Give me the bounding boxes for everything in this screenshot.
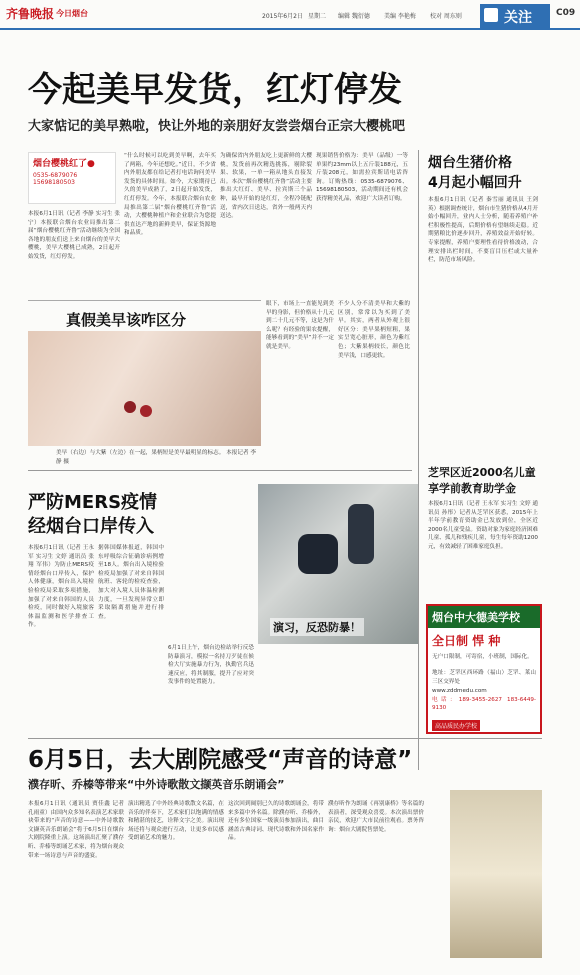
pork-title-2: 4月起小幅回升 — [428, 175, 522, 191]
bottom-subheadline: 濮存昕、乔榛等带来“中外诗歌散文撷英音乐朗诵会” — [28, 778, 285, 791]
police-figure-icon — [348, 504, 374, 564]
cherry-photo — [28, 331, 261, 446]
school-ad-url: www.zddmedu.com — [432, 688, 487, 694]
school-ad-phone: 电话：189-3455-2627 183-6449-9130 — [432, 696, 536, 712]
drill-photo — [258, 484, 418, 644]
headline: 今起美早发货，红灯停发 — [28, 70, 402, 110]
edition-label: 今日烟台 — [56, 9, 88, 18]
column-divider — [418, 150, 419, 770]
weekday: 星期二 — [308, 13, 327, 20]
sub-story-col1: 眼下，市场上一直能见到美早的身影，但价格从十几元到二十几元不等，这是为什么呢？有经验的果农提醒，能够看到的“美早”并不一定就是美早。 — [266, 301, 334, 350]
pork-title: 烟台生猪价格 — [428, 155, 512, 171]
newspaper-logo: 齐鲁晚报 — [6, 7, 55, 21]
top-story-col4: 现果销售价格为：美早（品级）一等单果约23mm以上五斤装188元，五斤装208元，如需拉宾斯请电话咨询。订购热线：0535-6879076、15698180503，活动期间还有机会获得精美礼品，欢迎广大读者订购。 — [316, 153, 408, 202]
mers-col3: 6月1日上午，烟台边检站举行反恐防暴演习，模拟一名持刀歹徒在候检大厅实施暴力行为，执勤官兵迅速反应，将其制服，提升了应对突发事件的处置能力。 — [168, 645, 254, 686]
section-divider — [28, 470, 412, 471]
drill-photo-caption: 演习，反恐防暴！ — [270, 618, 364, 636]
cherry-sub-box — [28, 300, 261, 468]
school-ad-badge: 高品质民办学校 — [432, 720, 480, 731]
school-ad — [426, 604, 542, 734]
bottom-col2: 演出精选了中外经典诗歌散文名篇，在音乐的伴奏下，艺术家们以饱满的情感和精湛的技艺，诠释文字之美。演出现场还将与观众进行互动，让更多市民感受朗诵艺术的魅力。 — [128, 801, 224, 842]
editor: 编辑 魏衍德 — [338, 13, 370, 20]
cherry-icon — [140, 405, 152, 417]
top-story-col3: 为确保省内外朋友吃上更新鲜的大樱桃，发货前再次精选挑拣，剔除裂果、软果，一单一箱从地头直接发出。本次“烟台樱桃红齐鲁”活动主要推出大红灯、美早、拉宾斯三个品种，最早开始的是红灯，全程冷链配送，省内次日送达，省外一般两天内送达。 — [220, 153, 312, 220]
date: 2015年6月2日 — [262, 13, 303, 20]
subheadline: 大家惦记的美早熟啦，快让外地的亲朋好友尝尝烟台正宗大樱桃吧 — [28, 119, 406, 134]
pork-text: 本报6月1日讯（记者 秦雪丽 通讯员 王剑英）根据调查统计，烟台市生猪价格从4月开始小幅回升，业内人士分析，随着养殖户补栏积极性提高，后期价格有望继续走稳。近期猪粮比价逐步回升，养殖效益开始好转。专家提醒，养殖户要理性看待价格波动，合理安排出栏时间，不要盲目压栏或大量补栏，防范市场风险。 — [428, 197, 538, 264]
kids-title: 芝罘区近2000名儿童 — [428, 466, 536, 479]
mers-title: 严防MERS疫情 — [28, 492, 158, 513]
proofreader: 校对 周东则 — [430, 13, 462, 20]
badge-title: 烟台樱桃红了● — [33, 159, 95, 169]
section-tab — [480, 4, 550, 28]
sub-story-title: 真假美早该咋区分 — [66, 311, 187, 329]
top-story-col2: “什么时候可以吃到美早啊，去年买了两箱，今年还想吃。”近日，不少省内外朋友都在给记者打电话询问美早发货的具体时间。如今，大家期待已久的美早成熟了，2日起开始发货，红灯停发。今年，本报联合烟台农业局推出第二届“烟台樱桃红齐鲁”活动，大樱桃种植户和企业联合为您提供直达产地的新鲜美早，保证货源地和品质。 — [124, 153, 216, 237]
top-story-lead: 本报6月1日讯（记者 李静 实习生 张宁）本报联合烟台农业局推出第二届“烟台樱桃红齐鲁”活动继续为全国各地的朋友们送上来自烟台的美早大樱桃，美早大樱桃已成熟，2日起开始发货，红灯停发。 — [28, 211, 120, 260]
bottom-divider — [28, 738, 542, 739]
cherry-photo-caption: 美早（右边）与大紫（左边）在一起，果柄短是美早最明显的标志。 本报记者 李静 摄 — [56, 450, 256, 465]
concert-poster — [450, 790, 542, 958]
section-arrow-icon — [484, 8, 498, 22]
mers-col2: 据韩国媒体报道，韩国中东呼吸综合征确诊病例增至18人。烟台出入境检验检疫局加强了对来自韩国航班、客轮的检疫查验，加大对入境人员体温检测力度，一旦发现异常立即采取隔离措施并进行排查。 — [98, 545, 164, 620]
sub-story-col2: 不少人分不清美早和大紫的区别，常常以为买到了美早。其实，两者从外观上很好区分：美早果柄短粗，果实呈宽心脏形，颜色为紫红色；大紫果柄较长，颜色比美早浅，口感更软。 — [338, 301, 410, 359]
mers-lead: 本报6月1日讯（记者 王永军 实习生 文婷 通讯员 张翔 军伟）为防止MERS疫情经烟台口岸传入，保护人体健康，烟台出入境检验检疫局采取多项措施，加强了对来自韩国的人员检疫，同时做好入境旅客体温监测和医学排查工作。 — [28, 545, 94, 629]
mers-title-2: 经烟台口岸传入 — [28, 516, 154, 537]
badge-phone-1: 0535-6879076 — [33, 172, 78, 179]
bottom-col3: 这次回到阔别已久的诗歌朗诵会，将带来多篇中外名篇。除濮存昕、乔榛外，还有多位国家一级演员参加演出，曲目涵盖古典诗词、现代诗歌和外国名家作品。 — [228, 801, 324, 842]
bottom-headline: 6月5日，去大剧院感受“声音的诗意” — [28, 747, 413, 773]
kids-title-2: 享学前教育助学金 — [428, 482, 516, 495]
school-ad-features: 无户口限制，可寄宿，小班制，国际化。 — [432, 654, 533, 660]
cherry-icon — [124, 401, 136, 413]
section-label: 关注 — [504, 10, 532, 26]
bottom-col1: 本报6月1日讯（通讯员 贾佳鑫 记者 孔雨童）由国内众多知名表演艺术家联袂带来的“声音的诗意——中外诗歌散文撷英音乐朗诵会”将于6月5日在烟台大剧院隆重上演。这场演出汇聚了濮存昕、乔榛等朗诵艺术家，将为烟台观众带来一场诗意与声音的盛宴。 — [28, 801, 124, 859]
page-header — [0, 0, 580, 30]
badge-phone-2: 15698180503 — [33, 179, 75, 186]
designer: 美编 李艳梅 — [384, 13, 416, 20]
school-ad-address: 地址：芝罘区西环路（福山）芝罘、莱山三区交界处 — [432, 670, 536, 685]
page-number: C09 — [556, 8, 576, 18]
bottom-col4: 濮存昕作为朗诵《再别康桥》等名篇的表演者，深受观众喜爱。本次演出票价亲民，欢迎广大市民前往观看。票务咨询：烟台大剧院售票处。 — [328, 801, 424, 833]
school-ad-title: 烟台中大德美学校 — [428, 606, 540, 628]
school-ad-slogan: 全日制 悍 种 — [432, 634, 501, 648]
police-figure-icon — [298, 534, 338, 574]
kids-text: 本报6月1日讯（记者 王永军 实习生 文婷 通讯员 孙彤）记者从芝罘区获悉，2015年上半年学前教育资助金已发放到位，全区近2000名儿童受益。资助对象为家庭经济困难儿童、孤儿和残疾儿童，每生每年资助1200元，有效减轻了困难家庭负担。 — [428, 501, 538, 550]
promo-badge — [28, 152, 116, 204]
